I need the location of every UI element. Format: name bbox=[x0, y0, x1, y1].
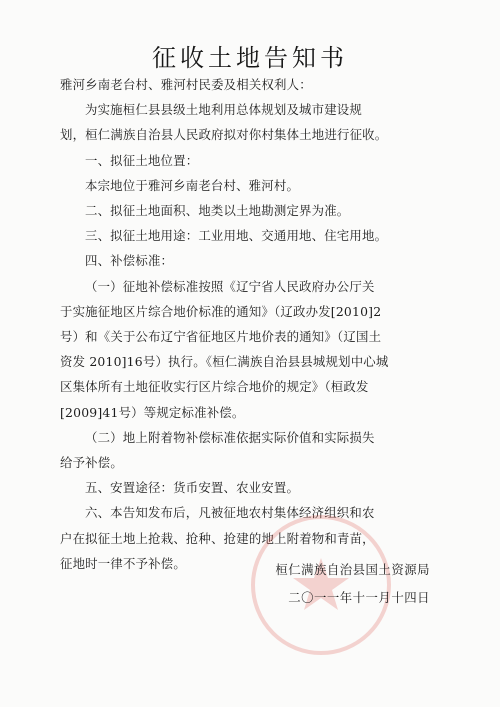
paragraph-line: 征地时一律不予补偿。 bbox=[60, 555, 186, 571]
paragraph-line: 为实施桓仁县县级土地利用总体规划及城市建设规 bbox=[85, 102, 362, 118]
paragraph-line: 资发 2010]16号）执行。《桓仁满族自治县县城规划中心城 bbox=[60, 354, 389, 370]
section-heading: 三、拟征土地用途：工业用地、交通用地、住宅用地。 bbox=[85, 228, 388, 244]
paragraph-line: 于实施征地区片综合地价标准的通知》（辽政办发[2010]2 bbox=[60, 303, 382, 319]
paragraph-line: 六、本告知发布后，凡被征地农村集体经济组织和农 bbox=[85, 505, 375, 521]
paragraph-line: 本宗地位于雅河乡南老台村、雅河村。 bbox=[85, 177, 300, 193]
paragraph-line: [2009]41号）等规定标准补偿。 bbox=[60, 404, 245, 420]
paragraph-line: （二）地上附着物补偿标准依据实际价值和实际损失 bbox=[85, 429, 375, 445]
section-heading: 二、拟征土地面积、地类以土地勘测定界为准。 bbox=[85, 203, 350, 219]
section-heading: 五、安置途径：货币安置、农业安置。 bbox=[85, 480, 300, 496]
issue-date: 二〇一一年十一月十四日 bbox=[288, 590, 430, 605]
paragraph-line: 区集体所有土地征收实行区片综合地价的规定》（桓政发 bbox=[60, 379, 369, 395]
paragraph-line: 划，桓仁满族自治县人民政府拟对你村集体土地进行征收。 bbox=[60, 127, 388, 143]
paragraph-line: 号）和《关于公布辽宁省征地区片地价表的通知》（辽国土 bbox=[60, 329, 382, 345]
document-body bbox=[60, 72, 446, 576]
paragraph-line: 给予补偿。 bbox=[60, 455, 123, 471]
paragraph-line: 户在拟征土地上抢栽、抢种、抢建的地上附着物和青苗， bbox=[60, 530, 375, 546]
paragraph-line: （一）征地补偿标准按照《辽宁省人民政府办公厅关 bbox=[85, 278, 375, 294]
issuing-organization: 桓仁满族自治县国土资源局 bbox=[275, 562, 430, 577]
section-heading: 一、拟征土地位置： bbox=[85, 152, 199, 168]
addressee: 雅河乡南老台村、雅河村民委及相关权利人： bbox=[60, 77, 312, 92]
section-heading: 四、补偿标准： bbox=[85, 253, 174, 269]
signature-block bbox=[200, 556, 430, 612]
document-title: 征收土地告知书 bbox=[152, 44, 348, 72]
